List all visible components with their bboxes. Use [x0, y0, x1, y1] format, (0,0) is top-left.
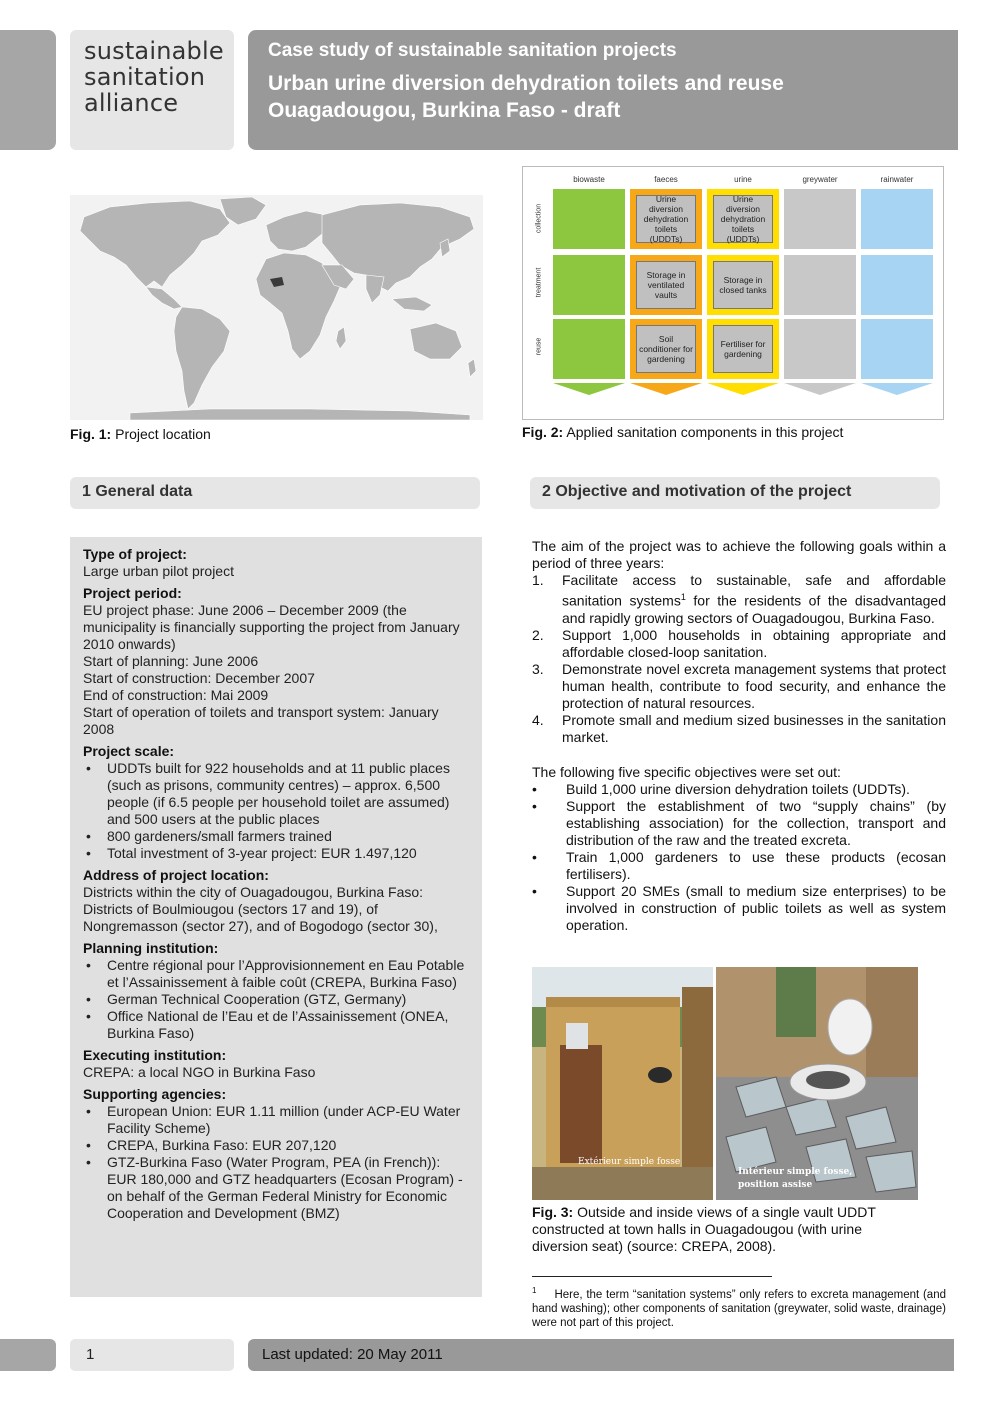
photo2-label-line-2: position assise	[738, 1180, 813, 1190]
page-number: 1	[70, 1339, 234, 1371]
row-treatment: treatment	[535, 267, 543, 298]
cell-greywater-collection	[784, 189, 856, 249]
goal-text: Promote small and medium sized businesses in the sanitation market.	[562, 711, 946, 745]
faeces-reuse-text: Soil conditioner for gardening	[636, 325, 696, 373]
cell-urine-reuse	[707, 319, 779, 379]
col-biowaste: biowaste	[573, 175, 605, 184]
period-line: Start of construction: December 2007	[83, 670, 315, 686]
scale-label: Project scale:	[83, 743, 175, 759]
fig1-caption	[70, 426, 211, 443]
faeces-treatment-text: Storage in ventilated vaults	[636, 261, 696, 309]
urine-collection-text: Urine diversion dehydration toilets (UDDTs)	[713, 195, 773, 243]
supporting-label: Supporting agencies:	[83, 1086, 227, 1102]
fig3-caption	[532, 1204, 912, 1255]
logo-line-1: sustainable	[84, 37, 224, 65]
arrow-urine	[707, 383, 779, 395]
list-item: • Train 1,000 gardeners to use these products (ecosan fertilisers).	[532, 849, 946, 883]
executing-value: CREPA: a local NGO in Burkina Faso	[83, 1064, 316, 1080]
list-item: • European Union: EUR 1.11 million (under ACP-EU Water Facility Scheme)	[83, 1103, 470, 1137]
goal-text: Support 1,000 households in obtaining appropriate and affordable closed-loop sanitation.	[562, 626, 946, 660]
fig1-label: Fig. 1:	[70, 426, 112, 442]
planning-label: Planning institution:	[83, 940, 219, 956]
faeces-collection-text: Urine diversion dehydration toilets (UDDTs)	[636, 195, 696, 243]
col-faeces: faeces	[654, 175, 678, 184]
madagascar-shape	[336, 327, 346, 349]
list-item: • Centre régional pour l’Approvisionnement en Eau Potable et l’Assainissement à faible coût (CREPA, Burkina Faso)	[83, 957, 470, 991]
arrow-faeces	[630, 383, 702, 395]
address-label: Address of project location:	[83, 867, 269, 883]
header-left-tab	[0, 30, 56, 150]
cell-rainwater-collection	[861, 189, 933, 249]
list-item	[532, 627, 946, 661]
document-title	[268, 70, 958, 124]
photo1-label: Extérieur simple fosse	[578, 1157, 681, 1167]
arrow-greywater	[784, 383, 856, 395]
scale-list	[83, 760, 470, 862]
fig1-text: Project location	[111, 426, 211, 442]
goal-text: Demonstrate novel excreta management systems that protect human health, contribute to food security, and enhance the protection of natural resources.	[562, 660, 946, 711]
list-item	[532, 572, 946, 627]
cell-greywater-reuse	[784, 319, 856, 379]
objectives-text	[532, 538, 946, 934]
goal-text: Facilitate access to sustainable, safe and affordable sanitation systems	[562, 572, 946, 609]
se-asia-islands-shape	[392, 297, 432, 311]
list-item: • 800 gardeners/small farmers trained	[83, 828, 470, 845]
uddt-inside-photo	[716, 967, 918, 1200]
footnote	[532, 1284, 946, 1330]
supporting-list	[83, 1103, 470, 1222]
cell-greywater-treatment	[784, 255, 856, 315]
alliance-logo	[70, 30, 234, 150]
cell-urine-treatment	[707, 255, 779, 315]
fig2-label: Fig. 2:	[522, 424, 564, 440]
sanitation-components-diagram	[522, 166, 944, 420]
fig3-label: Fig. 3:	[532, 1204, 574, 1220]
logo-line-2: sanitation	[84, 63, 206, 91]
goal-number: 3.	[532, 660, 544, 677]
period-line: End of construction: Mai 2009	[83, 687, 269, 703]
goals-list	[532, 572, 946, 746]
specific-list	[532, 781, 946, 934]
list-item	[532, 661, 946, 712]
address-value: Districts within the city of Ouagadougou, Burkina Faso: Districts of Boulmiougou (sectors 17 and 19), of Nongremasson (sector 27), and of Bogodogo (sector 30),	[83, 884, 438, 934]
goal-number: 2.	[532, 626, 544, 643]
cell-urine-collection	[707, 189, 779, 249]
type-label: Type of project:	[83, 546, 187, 562]
arrow-biowaste	[553, 383, 625, 395]
list-item: • Office National de l’Eau et de l’Assainissement (ONEA, Burkina Faso)	[83, 1008, 470, 1042]
uddt-outside-photo	[532, 967, 713, 1200]
section-1-heading: 1 General data	[70, 477, 480, 509]
cell-rainwater-treatment	[861, 255, 933, 315]
north-america-shape	[80, 201, 230, 287]
world-map	[70, 195, 483, 420]
col-greywater: greywater	[802, 175, 838, 184]
fig2-text: Applied sanitation components in this project	[563, 424, 844, 440]
footnote-divider	[532, 1276, 772, 1277]
logo-line-3: alliance	[84, 89, 179, 117]
fig2-caption	[522, 424, 843, 441]
footnote-ref[interactable]: 1	[680, 592, 686, 602]
list-item: • GTZ-Burkina Faso (Water Program, PEA (in French)): EUR 180,000 and GTZ headquarters (Ecosan Program) - on behalf of the German Federal Ministry for Economic Cooperation and Development (BMZ)	[83, 1154, 470, 1222]
col-rainwater: rainwater	[880, 175, 914, 184]
list-item: • Support 20 SMEs (small to medium size enterprises) to be involved in construction of public toilets as well as system operation.	[532, 883, 946, 934]
goal-number: 1.	[532, 572, 544, 588]
central-america-shape	[146, 287, 182, 309]
col-urine: urine	[734, 175, 752, 184]
last-updated: Last updated: 20 May 2011	[248, 1339, 954, 1371]
list-item: • Total investment of 3-year project: EUR 1.497,120	[83, 845, 470, 862]
cell-biowaste-reuse	[553, 319, 625, 379]
period-line: EU project phase: June 2006 – December 2009 (the municipality is financially supporting the project from January 2010 onwards)	[83, 602, 460, 652]
planning-list	[83, 957, 470, 1042]
document-subtitle: Case study of sustainable sanitation projects	[268, 40, 677, 61]
urine-treatment-text: Storage in closed tanks	[713, 261, 773, 309]
fig3-text: Outside and inside views of a single vault UDDT constructed at town halls in Ouagadougou (with urine diversion seat) (source: CREPA, 2008).	[532, 1204, 876, 1254]
cell-faeces-treatment	[630, 255, 702, 315]
list-item: • German Technical Cooperation (GTZ, Germany)	[83, 991, 470, 1008]
europe-shape	[266, 211, 328, 251]
list-item: • Build 1,000 urine diversion dehydration toilets (UDDTs).	[532, 781, 946, 798]
goal-number: 4.	[532, 711, 544, 728]
list-item: • Support the establishment of two “supply chains” (by establishing association) for the collection, transport and distribution of the raw and the treated excreta.	[532, 798, 946, 849]
urine-reuse-text: Fertiliser for gardening	[713, 325, 773, 373]
cell-faeces-collection	[630, 189, 702, 249]
footnote-text: Here, the term “sanitation systems” only refers to excreta management (and hand washing); other components of sanitation (greywater, solid waste, drainage) were not part of this project.	[532, 1288, 946, 1329]
cell-biowaste-treatment	[553, 255, 625, 315]
title-line-1: Urban urine diversion dehydration toilets and reuse	[268, 72, 784, 95]
objectives-intro: The aim of the project was to achieve the following goals within a period of three years:	[532, 538, 946, 571]
period-line: Start of planning: June 2006	[83, 653, 259, 669]
india-shape	[366, 275, 384, 303]
south-america-shape	[174, 307, 230, 409]
executing-label: Executing institution:	[83, 1047, 227, 1063]
uddt-inside-graphic	[716, 967, 918, 1200]
arrow-rainwater	[861, 383, 933, 395]
list-item: • UDDTs built for 922 households and at 11 public places (such as prisons, community centres) – approx. 6,500 people (if 6.5 people per household toilet are assumed) and 500 users at the public places	[83, 760, 470, 828]
footnote-mark: 1	[532, 1286, 537, 1295]
cell-faeces-reuse	[630, 319, 702, 379]
antarctica-shape	[130, 409, 470, 420]
section-2-heading: 2 Objective and motivation of the project	[530, 477, 940, 509]
cell-biowaste-collection	[553, 189, 625, 249]
list-item: • CREPA, Burkina Faso: EUR 207,120	[83, 1137, 470, 1154]
header-banner	[248, 30, 958, 150]
title-line-2: Ouagadougou, Burkina Faso - draft	[268, 99, 621, 122]
world-map-graphic	[70, 195, 483, 420]
specific-intro: The following five specific objectives were set out:	[532, 763, 841, 780]
row-reuse: reuse	[535, 337, 543, 356]
australia-shape	[410, 323, 462, 359]
photo2-label-line-1: Intérieur simple fosse,	[738, 1167, 853, 1177]
period-line: Start of operation of toilets and transport system: January 2008	[83, 704, 439, 737]
new-zealand-shape	[468, 359, 476, 377]
period-label: Project period:	[83, 585, 182, 601]
list-item	[532, 712, 946, 746]
cell-rainwater-reuse	[861, 319, 933, 379]
footer-left-tab	[0, 1339, 56, 1371]
row-collection: collection	[535, 203, 543, 234]
type-value: Large urban pilot project	[83, 563, 234, 579]
general-data-box	[70, 537, 482, 1297]
goal-text-cont: for the residents of the disadvantaged and rapidly growing sectors of Ouagadougou, Burkina Faso.	[562, 592, 946, 626]
